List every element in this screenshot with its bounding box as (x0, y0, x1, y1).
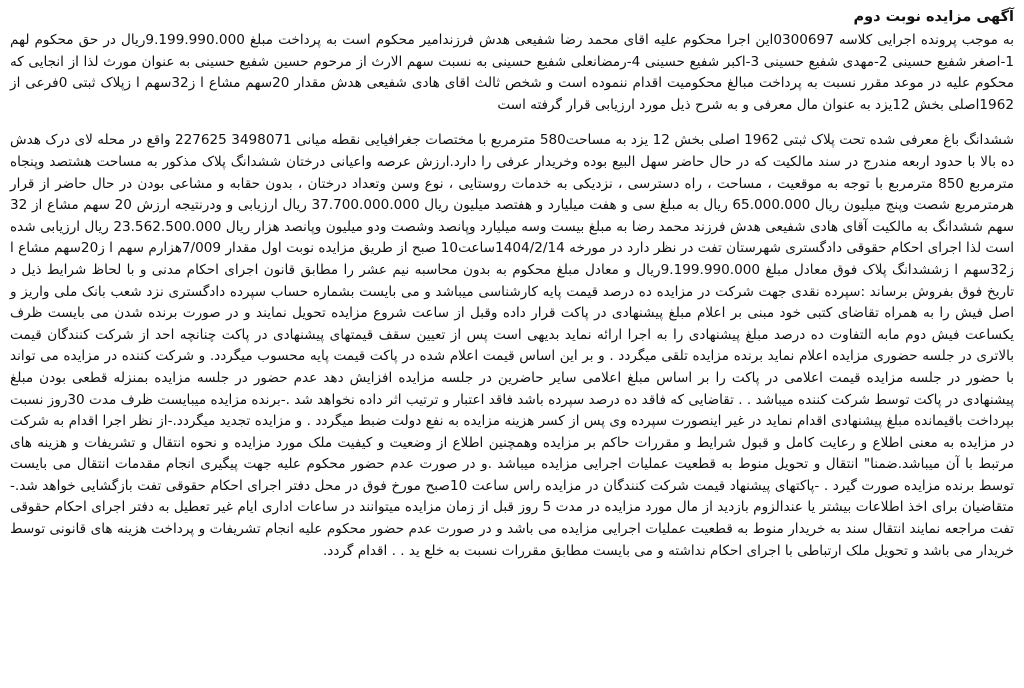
notice-paragraph-details: ششدانگ باغ معرفی شده تحت پلاک ثبتی 1962 اصلی بخش 12 یزد به مساحت580 مترمربع با مختصات جغرافیایی نقطه میانی 3498071 227625 واقع در محله لای درک هدش ده بالا با حدود اربعه مندرج در سند مالکیت که در حال حاضر سهل البیع بوده وخریدار عرفی را دارد.ارزش عرصه واعیانی درختان ششدانگ پلاک مذکور به مساحت هشتصد وپنجاه مترمربع 850 مترمربع با توجه به موقعیت ، مساحت ، راه دسترسی ، نزدیکی به خدمات روستایی ، نوع وسن وتعداد درختان ، بدون حقابه و مشاعی بودن در حال حاضر از قرار هرمترمربع شصت وپنج میلیون ریال 65.000.000 ریال به مبلغ سی و هفت میلیارد و هفتصد میلیون ریال 37.700.000.000 ریال ارزیابی و ودرنتیجه ارزش 20 سهم مشاع از 32 سهم ششدانگ به مالکیت آقای هادی شفیعی هدش فرزند محمد رضا به مبلغ بیست وسه میلیارد وپانصد وشصت ودو میلیون وپانصد هزار ریال 23.562.500.000 ریال ارزیابی شده است لذا اجرای احکام حقوقی دادگستری شهرستان تفت در نظر دارد در مورخه 1404/2/14ساعت10 صبح از طریق مزایده نوبت اول مقدار 7/009هزارم سهم ا ز20سهم مشاع ا ز32سهم ا زششدانگ پلاک فوق معادل مبلغ 9.199.990.000ریال و معادل مبلغ محکوم به بدون محاسبه نیم عشر را مطابق قانون اجرای احکام مدنی و با لحاظ شرایط ذیل د تاریخ فوق بفروش برساند :سپرده نقدی جهت شرکت در مزایده ده درصد قیمت پایه کارشناسی میباشد و می بایست بشماره حساب سپرده دادگستری نزد شعب بانک ملی واریز و اصل فیش را به همراه تقاضای کتبی خود مبنی بر اعلام مبلغ پیشنهادی در پاکت قرار داده وقبل از ساعت شروع مزایده تحویل نمایند و در صورت برنده شدن می بایست ظرف یکساعت فیش دوم مابه التفاوت ده درصد مبلغ پیشنهادی را به اجرا ارائه نماید بدیهی است پس از تعیین سقف قیمتهای پیشنهادی در پاکت چنانچه احد از شرکت کنندگان قیمت بالاتری در جلسه حضوری مزایده اعلام نماید برنده مزایده تلقی میگردد . و بر این اساس قیمت اعلام شده در پاکت قیمت پایه محسوب میگردد. و شرکت کننده در مزایده می تواند با حضور در جلسه مزایده قیمت اعلامی در پاکت را بر اساس مبلغ اعلامی سایر حاضرین در جلسه مزایده افزایش دهد عدم حضور در جلسه مزایده بمنزله قطعی بودن مبلغ پیشنهادی در پاکت توسط شرکت کننده میباشد . . تقاضایی که فاقد ده درصد سپرده باشد فاقد اعتبار و ترتیب اثر داده نخواهد شد .-برنده مزایده میبایست ظرف مدت 30روز نسبت بپرداخت باقیمانده مبلغ پیشنهادی اقدام نماید در غیر اینصورت سپرده وی پس از کسر هزینه مزایده به نفع دولت ضبط میگردد . و مزایده تجدید میگردد.-از نظر اجرا اقدام به شرکت در مزایده به معنی اطلاع و رعایت کامل و قبول شرایط و مقررات حاکم بر مزایده وهمچنین اطلاع از وضعیت و کیفیت ملک مورد مزایده و نحوه انتقال و تشریفات و هزینه های مرتبط با آن میباشد.ضمنا" انتقال و تحویل منوط به قطعیت عملیات اجرایی مزایده میباشد .و در صورت عدم حضور محکوم علیه جهت پیگیری انجام مقدمات انتقال می بایست توسط برنده مزایده صورت گیرد . -پاکتهای پیشنهاد قیمت شرکت کنندگان در مزایده راس ساعت 10صبح مورخ فوق در محل دفتر اجرای احکام حقوقی تفت بازگشایی خواهد شد.-متقاضیان برای اخذ اطلاعات بیشتر یا عندالزوم بازدید از مال مورد مزایده در مدت 5 روز قبل از زمان مزایده میتوانند در ساعات اداری ایام غیر تعطیل به دفتر اجرای احکام حقوقی تفت مراجعه نمایند انتقال سند به خریدار منوط به قطعیت عملیات اجرایی مزایده می باشد و در صورت عدم حضور محکوم علیه انجام تشریفات و پرداخت هزینه های قانونی توسط خریدار می باشد و تحویل ملک ارتباطی با اجرای احکام نداشته و می بایست مطابق مقررات نسبت به خلع ید . . اقدام گردد. (10, 132, 1015, 559)
notice-paragraph-intro: به موجب پرونده اجرایی کلاسه 0300697این اجرا محکوم علیه اقای محمد رضا شفیعی هدش فرزندامیر محکوم است به پرداخت مبلغ 9.199.990.000ریال در حق محکوم لهم 1-اصغر شفیع حسینی 2-مهدی شفیع حسینی 3-اکبر شفیع حسینی 4-رمضانعلی شفیع حسینی به نسبت سهم الارث از مرحوم حسین شفیع حسینی به عنوان مورث لذا از انجایی که محکوم علیه در موعد مقرر نسبت به پرداخت مبالغ محکومیت اقدام ننموده است و شخص ثالث اقای هادی شفیعی هدش مقدار 20سهم مشاع ا ز32سهم ا زپلاک ثبتی 0فرعی از 1962اصلی بخش 12یزد به عنوان مال معرفی و به شرح ذیل مورد ارزیابی قرار گرفته است (10, 32, 1015, 113)
notice-title: آگهی مزایده نوبت دوم (853, 9, 1014, 25)
